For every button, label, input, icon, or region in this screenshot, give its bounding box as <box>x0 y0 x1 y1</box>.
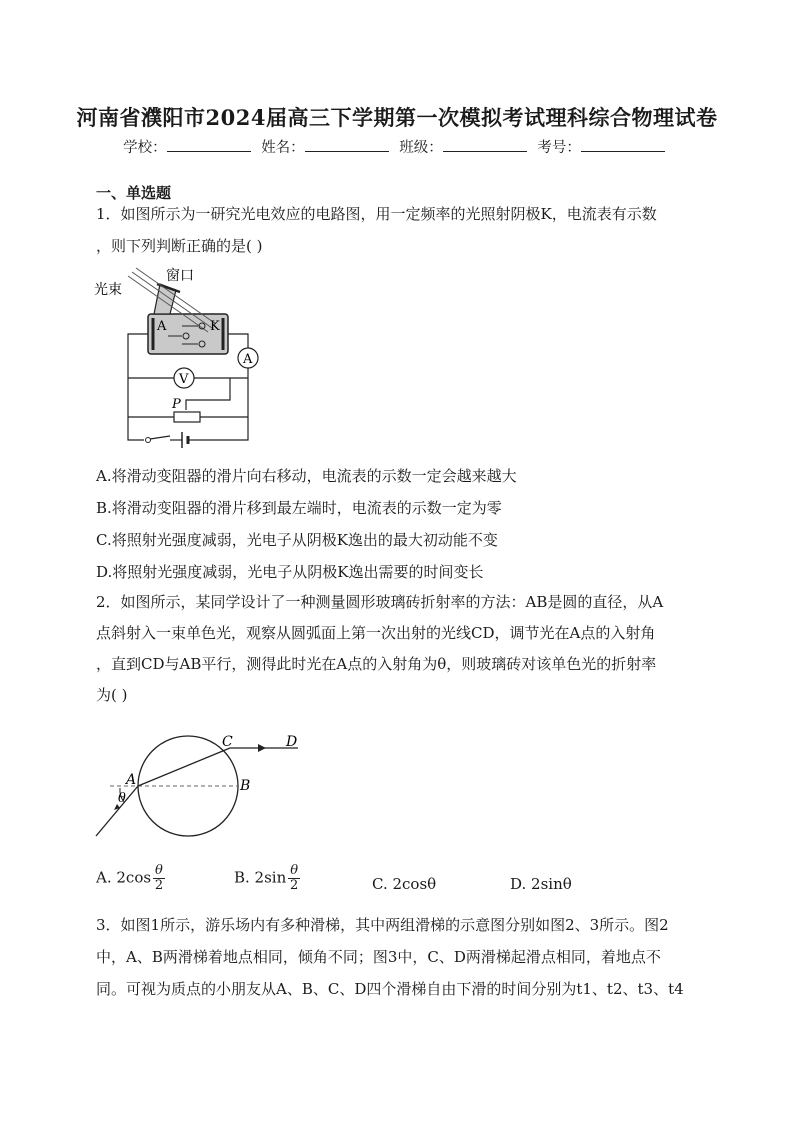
q2-line1: 2．如图所示，某同学设计了一种测量圆形玻璃砖折射率的方法：AB是圆的直径，从A <box>96 593 664 611</box>
glass-circle-figure <box>90 728 310 848</box>
wire-left <box>128 334 148 440</box>
anode-label: A <box>157 319 167 334</box>
q2-option-a-fraction <box>153 864 165 893</box>
point-c-label: C <box>222 734 233 750</box>
q1-option-b: B.将滑动变阻器的滑片移到最左端时，电流表的示数一定为零 <box>96 499 502 517</box>
q1-line2: ，则下列判断正确的是( ) <box>96 237 263 255</box>
switch-contact <box>146 438 151 443</box>
q1-option-d: D.将照射光强度减弱，光电子从阴极K逸出需要的时间变长 <box>96 563 484 581</box>
class-blank <box>443 139 527 152</box>
wire-right <box>200 368 248 440</box>
cathode-label: K <box>210 319 220 334</box>
q2-option-b-num: θ <box>290 863 299 878</box>
ammeter-label: A <box>243 352 253 367</box>
name-label: 姓名： <box>261 140 305 156</box>
window-label: 窗口 <box>166 268 194 284</box>
q2-line2: 点斜射入一束单色光，观察从圆弧面上第一次出射的光线CD，调节光在A点的入射角 <box>96 624 656 642</box>
point-d-label: D <box>286 734 298 750</box>
student-info-line <box>0 136 794 157</box>
q1-line1: 1．如图所示为一研究光电效应的电路图，用一定频率的光照射阴极K，电流表有示数 <box>96 205 657 223</box>
beam-label: 光束 <box>94 282 122 298</box>
q2-option-b-prefix: B. 2sin <box>234 868 287 887</box>
q3-line3: 同。可视为质点的小朋友从A、B、C、D四个滑梯自由下滑的时间分别为t1、t2、t3、t4 <box>96 980 684 998</box>
theta-label: θ <box>118 791 126 806</box>
switch-lever <box>150 436 170 439</box>
q3-line2: 中，A、B两滑梯着地点相同，倾角不同；图3中，C、D两滑梯起滑点相同，着地点不 <box>96 948 661 966</box>
q1-option-c: C.将照射光强度减弱，光电子从阴极K逸出的最大初动能不变 <box>96 531 498 549</box>
q2-option-b-den: 2 <box>290 878 299 893</box>
q1-option-a: A.将滑动变阻器的滑片向右移动，电流表的示数一定会越来越大 <box>96 467 517 485</box>
q2-option-c: C. 2cosθ <box>372 875 437 893</box>
q2-option-a-num: θ <box>155 863 163 878</box>
rheostat <box>174 412 200 422</box>
point-b-label: B <box>240 778 251 794</box>
voltmeter-label: V <box>179 372 189 387</box>
q2-option-a-den: 2 <box>154 878 164 893</box>
school-blank <box>167 139 251 152</box>
name-blank <box>305 139 389 152</box>
refracted-ray <box>138 748 230 786</box>
exit-arrow <box>258 744 266 752</box>
point-a-label: A <box>126 772 137 788</box>
section-heading: 一、单选题 <box>96 184 172 202</box>
q2-option-b-fraction <box>288 864 300 893</box>
q2-option-d: D. 2sinθ <box>510 875 572 893</box>
page-title: 河南省濮阳市2024届高三下学期第一次模拟考试理科综合物理试卷 <box>76 105 718 130</box>
class-label: 班级： <box>399 140 443 156</box>
school-label: 学校： <box>123 140 167 156</box>
q2-option-a-prefix: A. 2cos <box>96 868 152 887</box>
q2-option-a <box>96 864 165 893</box>
photoelectric-circuit-figure <box>90 262 270 452</box>
q2-line3: ，直到CD与AB平行，测得此时光在A点的入射角为θ，则玻璃砖对该单色光的折射率 <box>96 655 657 673</box>
q3-line1: 3．如图1所示，游乐场内有多种滑梯，其中两组滑梯的示意图分别如图2、3所示。图2 <box>96 916 669 934</box>
slider-label: P <box>172 397 181 412</box>
number-blank <box>581 139 665 152</box>
q2-line4: 为( ) <box>96 686 128 704</box>
wire-right-top <box>228 334 248 348</box>
incident-ray <box>96 786 138 836</box>
number-label: 考号： <box>537 140 581 156</box>
q2-option-b <box>234 864 300 893</box>
